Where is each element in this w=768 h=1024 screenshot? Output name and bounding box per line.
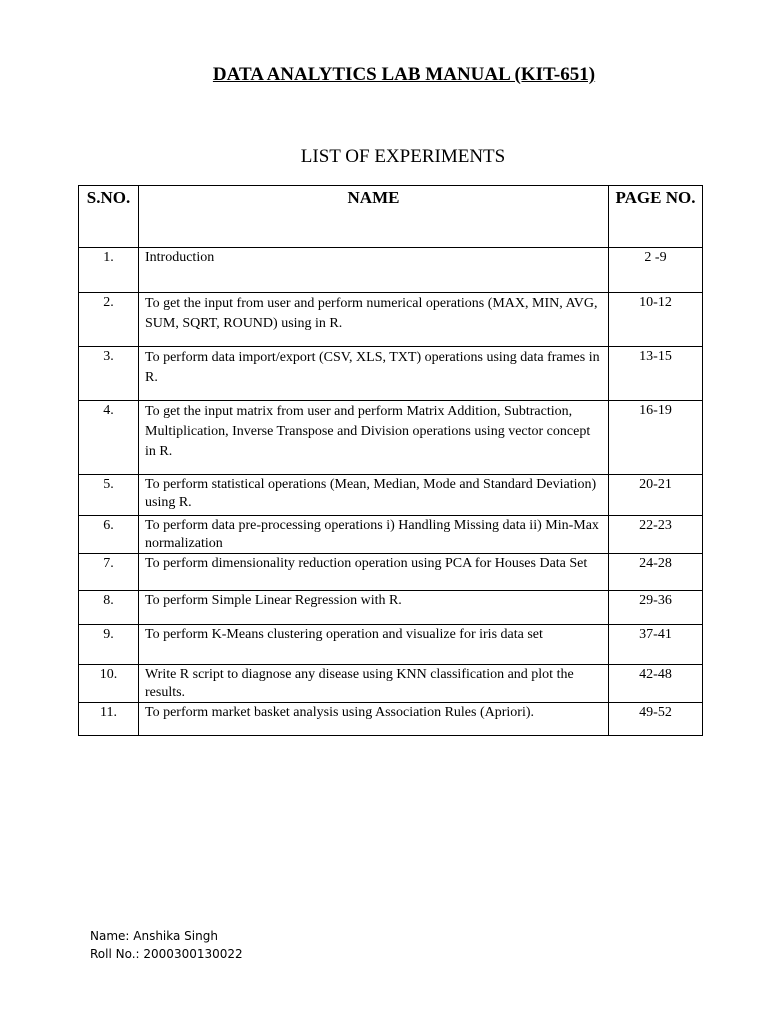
table-row — [79, 475, 703, 516]
row-page: 49-52 — [609, 703, 703, 736]
header-name: NAME — [139, 186, 609, 248]
row-page: 2 -9 — [609, 248, 703, 293]
table-row — [79, 703, 703, 736]
table-row — [79, 625, 703, 665]
table-row — [79, 401, 703, 475]
row-sno: 3. — [79, 347, 139, 401]
row-sno: 5. — [79, 475, 139, 516]
row-name: To perform market basket analysis using Association Rules (Apriori). — [139, 703, 609, 736]
row-page: 42-48 — [609, 665, 703, 703]
row-page: 22-23 — [609, 516, 703, 554]
table-row — [79, 293, 703, 347]
row-page: 37-41 — [609, 625, 703, 665]
row-page: 13-15 — [609, 347, 703, 401]
footer — [90, 927, 243, 963]
row-page: 10-12 — [609, 293, 703, 347]
table-row — [79, 347, 703, 401]
row-name: To perform statistical operations (Mean, Median, Mode and Standard Deviation) using R. — [139, 475, 609, 516]
row-sno: 2. — [79, 293, 139, 347]
row-name: To perform K-Means clustering operation and visualize for iris data set — [139, 625, 609, 665]
student-roll-number: Roll No.: 2000300130022 — [90, 947, 243, 961]
row-name: Write R script to diagnose any disease using KNN classification and plot the results. — [139, 665, 609, 703]
row-sno: 1. — [79, 248, 139, 293]
row-name: To perform data pre-processing operations i) Handling Missing data ii) Min-Max normalization — [139, 516, 609, 554]
row-name: To get the input matrix from user and perform Matrix Addition, Subtraction, Multiplication, Inverse Transpose and Division operations using vector concept in R. — [139, 401, 609, 475]
row-name: To perform data import/export (CSV, XLS, TXT) operations using data frames in R. — [139, 347, 609, 401]
row-sno: 10. — [79, 665, 139, 703]
row-page: 16-19 — [609, 401, 703, 475]
row-name: To perform Simple Linear Regression with R. — [139, 591, 609, 625]
row-name: To get the input from user and perform numerical operations (MAX, MIN, AVG, SUM, SQRT, ROUND) using in R. — [139, 293, 609, 347]
header-sno: S.NO. — [79, 186, 139, 248]
table-row — [79, 516, 703, 554]
student-name: Name: Anshika Singh — [90, 929, 218, 943]
experiments-table — [78, 185, 703, 736]
row-page: 24-28 — [609, 554, 703, 591]
row-name: To perform dimensionality reduction operation using PCA for Houses Data Set — [139, 554, 609, 591]
row-sno: 9. — [79, 625, 139, 665]
row-sno: 11. — [79, 703, 139, 736]
table-row — [79, 591, 703, 625]
row-page: 29-36 — [609, 591, 703, 625]
table-header-row — [79, 186, 703, 248]
table-row — [79, 665, 703, 703]
row-sno: 7. — [79, 554, 139, 591]
row-page: 20-21 — [609, 475, 703, 516]
header-page: PAGE NO. — [609, 186, 703, 248]
table-row — [79, 554, 703, 591]
document-title: DATA ANALYTICS LAB MANUAL (KIT-651) — [212, 64, 596, 85]
table-row — [79, 248, 703, 293]
row-sno: 8. — [79, 591, 139, 625]
row-sno: 4. — [79, 401, 139, 475]
row-sno: 6. — [79, 516, 139, 554]
row-name: Introduction — [139, 248, 609, 293]
document-subtitle: LIST OF EXPERIMENTS — [300, 146, 506, 167]
